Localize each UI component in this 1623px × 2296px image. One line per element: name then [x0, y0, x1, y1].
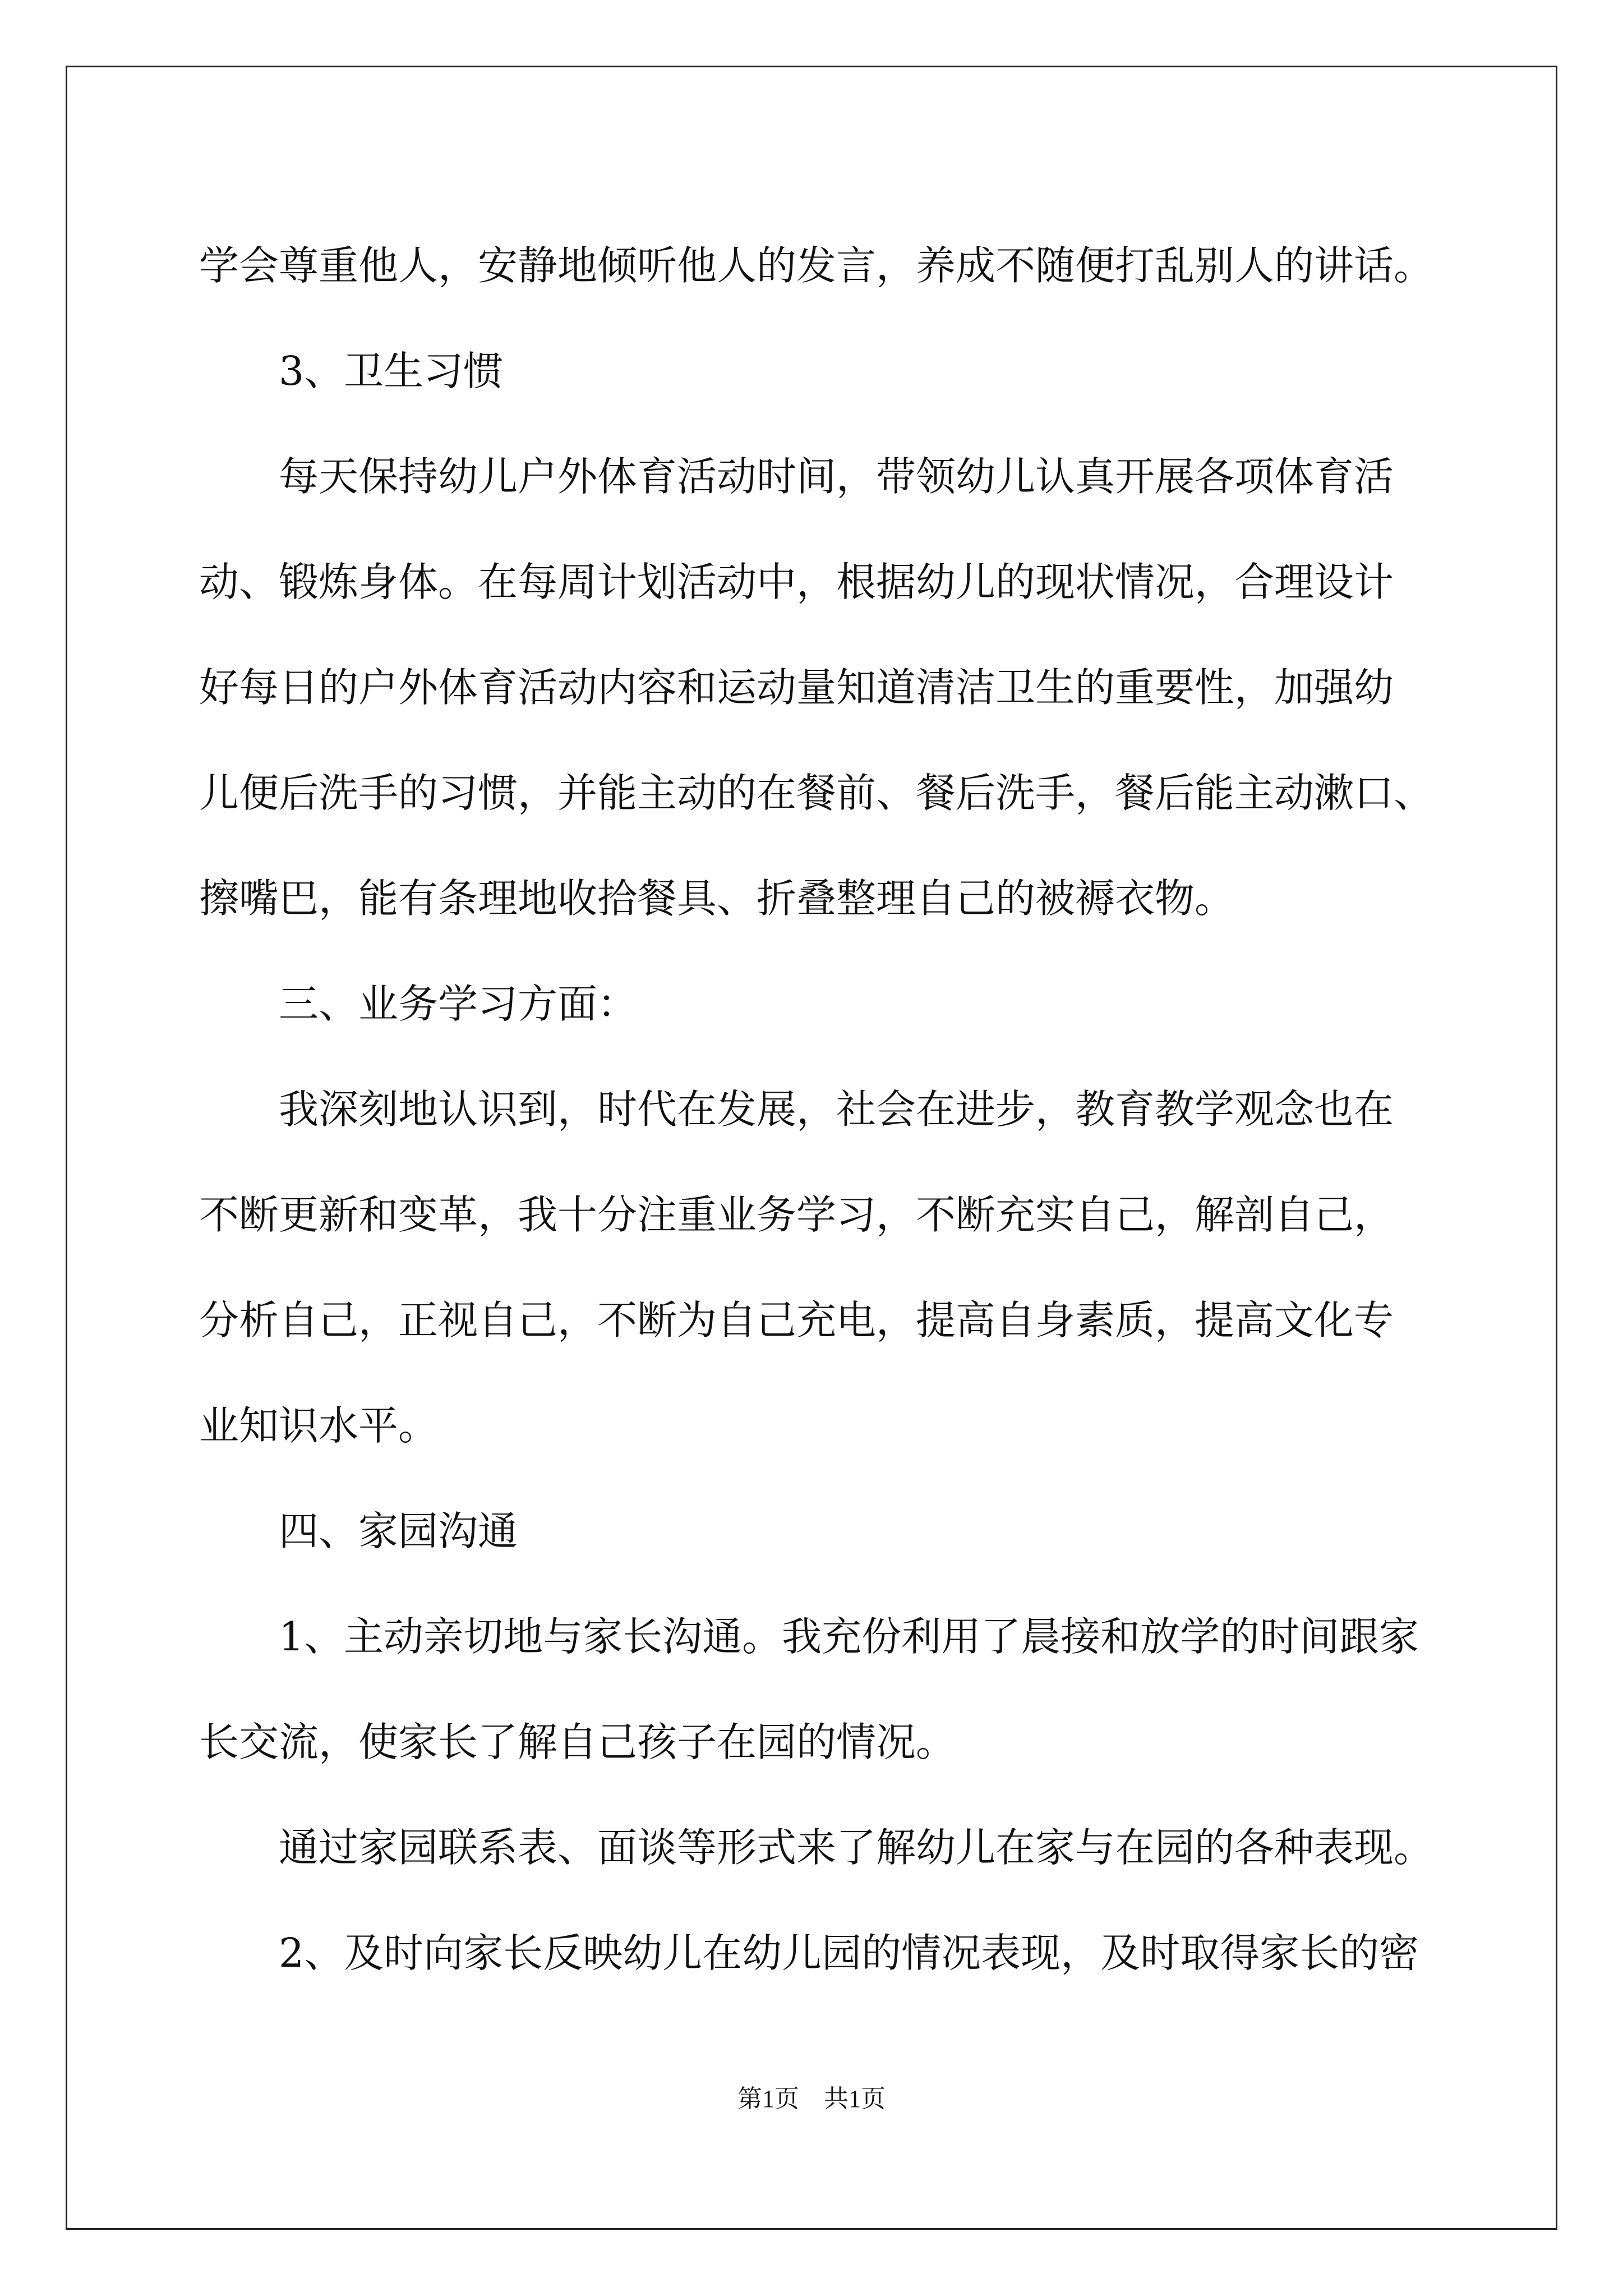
text-line: 我深刻地认识到，时代在发展，社会在进步，教育教学观念也在 [279, 1086, 1394, 1133]
text-line: 长交流，使家长了解自己孩子在园的情况。 [199, 1719, 956, 1765]
text-line: 通过家园联系表、面谈等形式来了解幼儿在家与在园的各种表现。 [279, 1824, 1434, 1871]
text-line: 分析自己，正视自己，不断为自己充电，提高自身素质，提高文化专 [199, 1297, 1394, 1343]
text-line: 擦嘴巴，能有条理地收拾餐具、折叠整理自己的被褥衣物。 [199, 875, 1235, 922]
document-body [199, 213, 1434, 2006]
section-heading: 3、卫生习惯 [279, 348, 504, 394]
text-line: 儿便后洗手的习惯，并能主动的在餐前、餐后洗手，餐后能主动漱口、 [199, 770, 1434, 816]
text-line: 好每日的户外体育活动内容和运动量知道清洁卫生的重要性，加强幼 [199, 664, 1394, 711]
text-line: 学会尊重他人，安静地倾听他人的发言，养成不随便打乱别人的讲话。 [199, 242, 1434, 289]
text-line: 业知识水平。 [199, 1402, 439, 1449]
text-line: 每天保持幼儿户外体育活动时间，带领幼儿认真开展各项体育活 [279, 453, 1394, 500]
text-line: 动、锻炼身体。在每周计划活动中，根据幼儿的现状情况，合理设计 [199, 559, 1394, 605]
section-heading: 三、业务学习方面： [279, 981, 638, 1027]
text-line: 1、主动亲切地与家长沟通。我充份利用了晨接和放学的时间跟家 [279, 1613, 1419, 1660]
page-footer: 第1页 共1页 [737, 2085, 886, 2113]
section-heading: 四、家园沟通 [279, 1508, 518, 1554]
text-line: 2、及时向家长反映幼儿在幼儿园的情况表现，及时取得家长的密 [279, 1930, 1419, 1976]
text-line: 不断更新和变革，我十分注重业务学习，不断充实自己，解剖自己， [199, 1191, 1394, 1238]
